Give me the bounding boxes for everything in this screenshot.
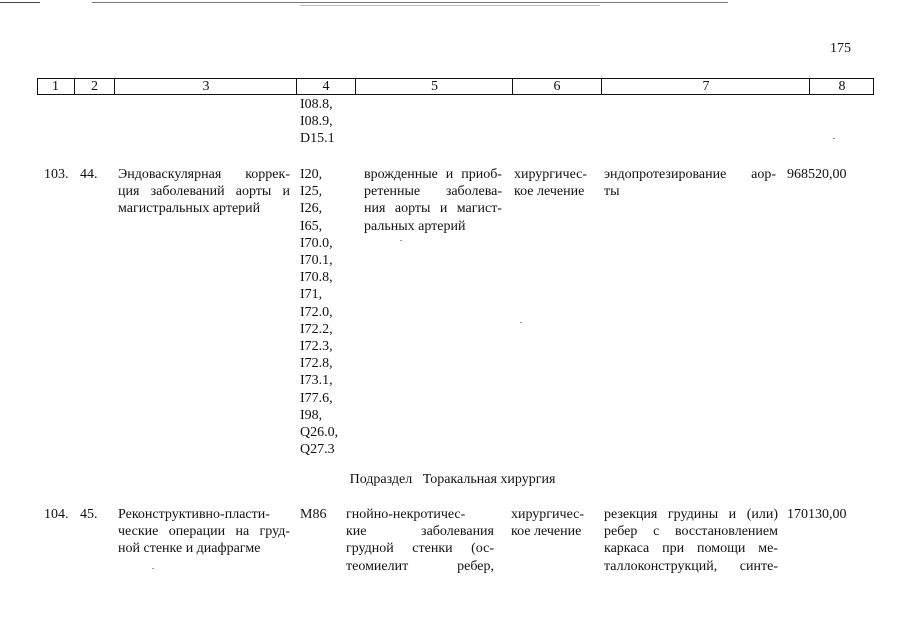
- page-number: 175: [830, 41, 851, 56]
- word: ме-: [758, 541, 778, 557]
- cost-value: 170130,00: [787, 507, 847, 522]
- patient-model: [346, 506, 494, 575]
- header-col-7: 7: [601, 79, 810, 94]
- word: ребер,: [457, 558, 494, 574]
- word: помощи: [696, 541, 746, 557]
- word: и: [439, 201, 448, 217]
- word: ния: [364, 201, 386, 217]
- word: груд-: [259, 524, 290, 540]
- word: ретенные: [364, 184, 421, 200]
- group-number: 44.: [80, 167, 98, 182]
- header-col-4: 4: [296, 79, 355, 94]
- word: теомиелит: [346, 558, 409, 574]
- code-line: I77.6,: [300, 390, 333, 406]
- word: ция: [118, 184, 140, 200]
- code-line: Q26.0,: [300, 425, 339, 441]
- header-col-1: 1: [52, 79, 59, 94]
- treatment-type: [514, 166, 587, 200]
- word: резекция: [604, 507, 658, 522]
- word: ребер: [604, 524, 638, 540]
- header-col-8: 8: [809, 79, 874, 94]
- method-line: [604, 558, 778, 575]
- word: магист-: [456, 201, 502, 217]
- word: каркаса: [604, 541, 650, 557]
- word: таллоконструкций,: [604, 558, 718, 574]
- word: (или): [746, 507, 778, 522]
- code-line: I08.8,: [300, 97, 333, 112]
- word: операции: [168, 524, 226, 540]
- header-col-3: 3: [114, 79, 297, 94]
- model-line: [364, 166, 502, 183]
- word: заболеваний: [150, 184, 225, 200]
- model-line: [346, 540, 494, 557]
- method-line: [604, 166, 776, 183]
- continued-codes: [300, 96, 335, 148]
- word: аор-: [751, 167, 776, 182]
- word: и: [282, 184, 290, 200]
- name-line: [118, 166, 290, 183]
- code-line: I72.3,: [300, 339, 333, 355]
- word: приоб-: [461, 167, 502, 182]
- cost-value: 968520,00: [787, 167, 847, 182]
- word: аорты: [235, 184, 272, 200]
- patient-model: [364, 166, 502, 235]
- treatment-type: [511, 506, 584, 540]
- word: на: [235, 524, 250, 540]
- word: синте-: [739, 558, 778, 574]
- model-line: [364, 183, 502, 200]
- model-line: ральных артерий: [364, 218, 466, 234]
- code-line: I98,: [300, 407, 323, 423]
- code-line: M86: [300, 507, 327, 522]
- treatment-method: [604, 506, 778, 575]
- scan-speck: [520, 322, 522, 323]
- treatment-line: кое лечение: [514, 184, 585, 200]
- model-line: [364, 200, 502, 217]
- model-line: [346, 523, 494, 540]
- word: стенки: [412, 541, 453, 557]
- word: кие: [346, 524, 367, 540]
- word: заболевания: [421, 524, 494, 540]
- treatment-line: хирургичес-: [514, 167, 588, 182]
- scan-edge-line: [0, 2, 40, 3]
- name-line: [118, 183, 290, 200]
- header-col-2: 2: [74, 79, 114, 94]
- scan-speck: [400, 240, 402, 241]
- model-line: [346, 558, 494, 575]
- code-line: I25,: [300, 184, 323, 200]
- code-line: I72.0,: [300, 304, 333, 320]
- scan-speck: [833, 138, 835, 139]
- icd-codes: [300, 506, 326, 523]
- row-number: 104.: [44, 507, 69, 522]
- name-line: ной стенке и диафрагме: [118, 541, 261, 557]
- method-line: ты: [604, 184, 620, 200]
- code-line: I71,: [300, 287, 323, 303]
- row-number: 103.: [44, 167, 69, 182]
- word: Эндоваскулярная: [118, 167, 222, 182]
- code-line: I08.9,: [300, 114, 333, 130]
- code-line: I26,: [300, 201, 323, 217]
- word: ческие: [118, 524, 159, 540]
- subsection-title: Торакальная хирургия: [422, 472, 556, 487]
- code-line: I70.1,: [300, 253, 333, 269]
- code-line: Q27.3: [300, 442, 335, 458]
- code-line: I20,: [300, 167, 323, 182]
- word: грудины: [667, 507, 719, 522]
- header-col-6: 6: [512, 79, 601, 94]
- word: (ос-: [471, 541, 494, 557]
- scan-edge-line: [92, 2, 728, 3]
- word: восстановлением: [675, 524, 778, 540]
- word: коррек-: [245, 167, 290, 182]
- word: заболева-: [445, 184, 502, 200]
- scan-speck: [152, 568, 154, 569]
- name-line: [118, 523, 290, 540]
- code-line: I70.0,: [300, 235, 333, 251]
- subsection-label: Подраздел: [349, 472, 413, 487]
- code-line: I72.8,: [300, 356, 333, 372]
- method-line: [604, 506, 778, 523]
- code-line: I73.1,: [300, 373, 333, 389]
- scan-edge-line: [300, 5, 600, 6]
- group-number: 45.: [80, 507, 98, 522]
- treatment-line: хирургичес-: [511, 507, 585, 522]
- treatment-method: [604, 166, 776, 200]
- word: при: [662, 541, 685, 557]
- icd-codes: [300, 166, 338, 458]
- care-type-name: [118, 166, 290, 218]
- care-type-name: [118, 506, 290, 558]
- table-header-row: [37, 78, 874, 95]
- code-line: D15.1: [300, 131, 335, 147]
- word: грудной: [346, 541, 394, 557]
- word: с: [653, 524, 660, 540]
- code-line: I65,: [300, 218, 323, 234]
- treatment-line: кое лечение: [511, 524, 582, 540]
- name-line: магистральных артерий: [118, 201, 261, 217]
- code-line: I72.2,: [300, 321, 333, 337]
- method-line: [604, 540, 778, 557]
- header-col-5: 5: [355, 79, 513, 94]
- word: и: [445, 167, 454, 182]
- word: аорты: [394, 201, 431, 217]
- word: и: [728, 507, 737, 522]
- subsection-heading: [0, 471, 905, 488]
- method-line: [604, 523, 778, 540]
- code-line: I70.8,: [300, 270, 333, 286]
- word: врожденные: [364, 167, 438, 182]
- word: эндопротезирование: [604, 167, 727, 182]
- model-line: гнойно-некротичес-: [346, 507, 466, 522]
- name-line: Реконструктивно-пласти-: [118, 507, 270, 522]
